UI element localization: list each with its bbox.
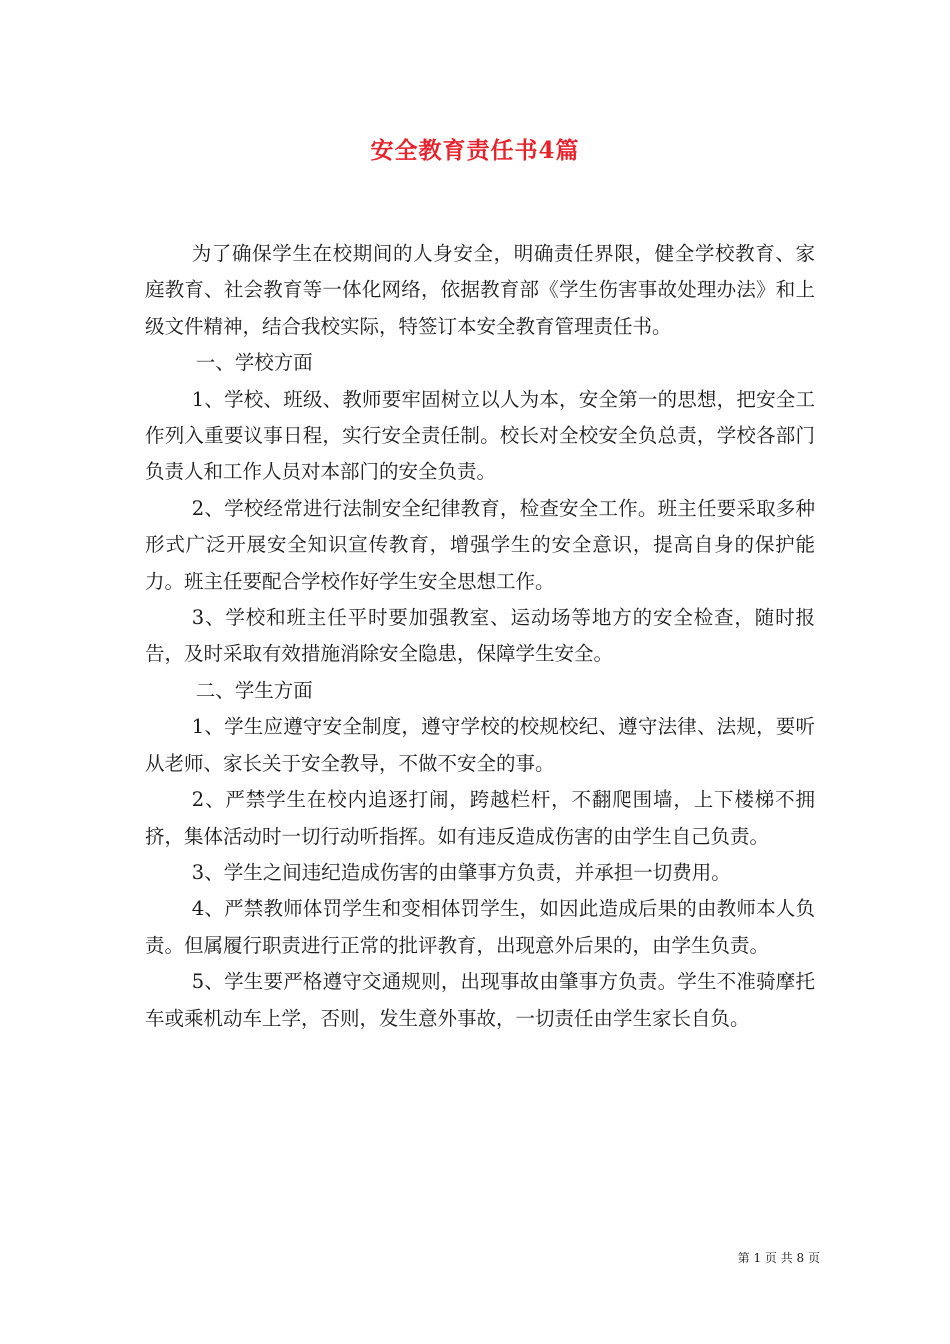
- page-number: [690, 1249, 820, 1266]
- school-clause-2: 2、学校经常进行法制安全纪律教育，检查安全工作。班主任要采取多种形式广泛开展安全知识宣传教育，增强学生的安全意识，提高自身的保护能力。班主任要配合学校作好学生安全思想工作。: [145, 496, 815, 593]
- student-clause-3: 3、学生之间违纪造成伤害的由肇事方负责，并承担一切费用。: [191, 860, 731, 884]
- intro-paragraph: 为了确保学生在校期间的人身安全，明确责任界限，健全学校教育、家庭教育、社会教育等一体化网络，依据教育部《学生伤害事故处理办法》和上级文件精神，结合我校实际，特签订本安全教育管理责任书。: [145, 242, 815, 338]
- school-clause-1: 1、学校、班级、教师要牢固树立以人为本，安全第一的思想，把安全工作列入重要议事日程，实行安全责任制。校长对全校安全负总责，学校各部门负责人和工作人员对本部门的安全负责。: [145, 387, 815, 484]
- section-heading-student: 二、学生方面: [195, 678, 313, 702]
- section-heading-school: 一、学校方面: [195, 351, 313, 375]
- school-clause-3: 3、学校和班主任平时要加强教室、运动场等地方的安全检查，随时报告，及时采取有效措施消除安全隐患，保障学生安全。: [145, 606, 815, 666]
- student-clause-1: 1、学生应遵守安全制度，遵守学校的校规校纪、遵守法律、法规，要听从老师、家长关于安全教导，不做不安全的事。: [145, 715, 815, 775]
- student-clause-5: 5、学生要严格遵守交通规则，出现事故由肇事方负责。学生不准骑摩托车或乘机动车上学，否则，发生意外事故，一切责任由学生家长自负。: [145, 970, 815, 1030]
- student-clause-4: 4、严禁教师体罚学生和变相体罚学生，如因此造成后果的由教师本人负责。但属履行职责进行正常的批评教育，出现意外后果的，由学生负责。: [145, 897, 815, 957]
- document-title: 安全教育责任书4篇: [370, 137, 580, 164]
- document-body: [145, 236, 815, 1037]
- student-clause-2: 2、严禁学生在校内追逐打闹，跨越栏杆，不翻爬围墙，上下楼梯不拥挤，集体活动时一切行动听指挥。如有违反造成伤害的由学生自己负责。: [145, 788, 815, 848]
- page-number-label: 第 1 页 共 8 页: [737, 1251, 820, 1265]
